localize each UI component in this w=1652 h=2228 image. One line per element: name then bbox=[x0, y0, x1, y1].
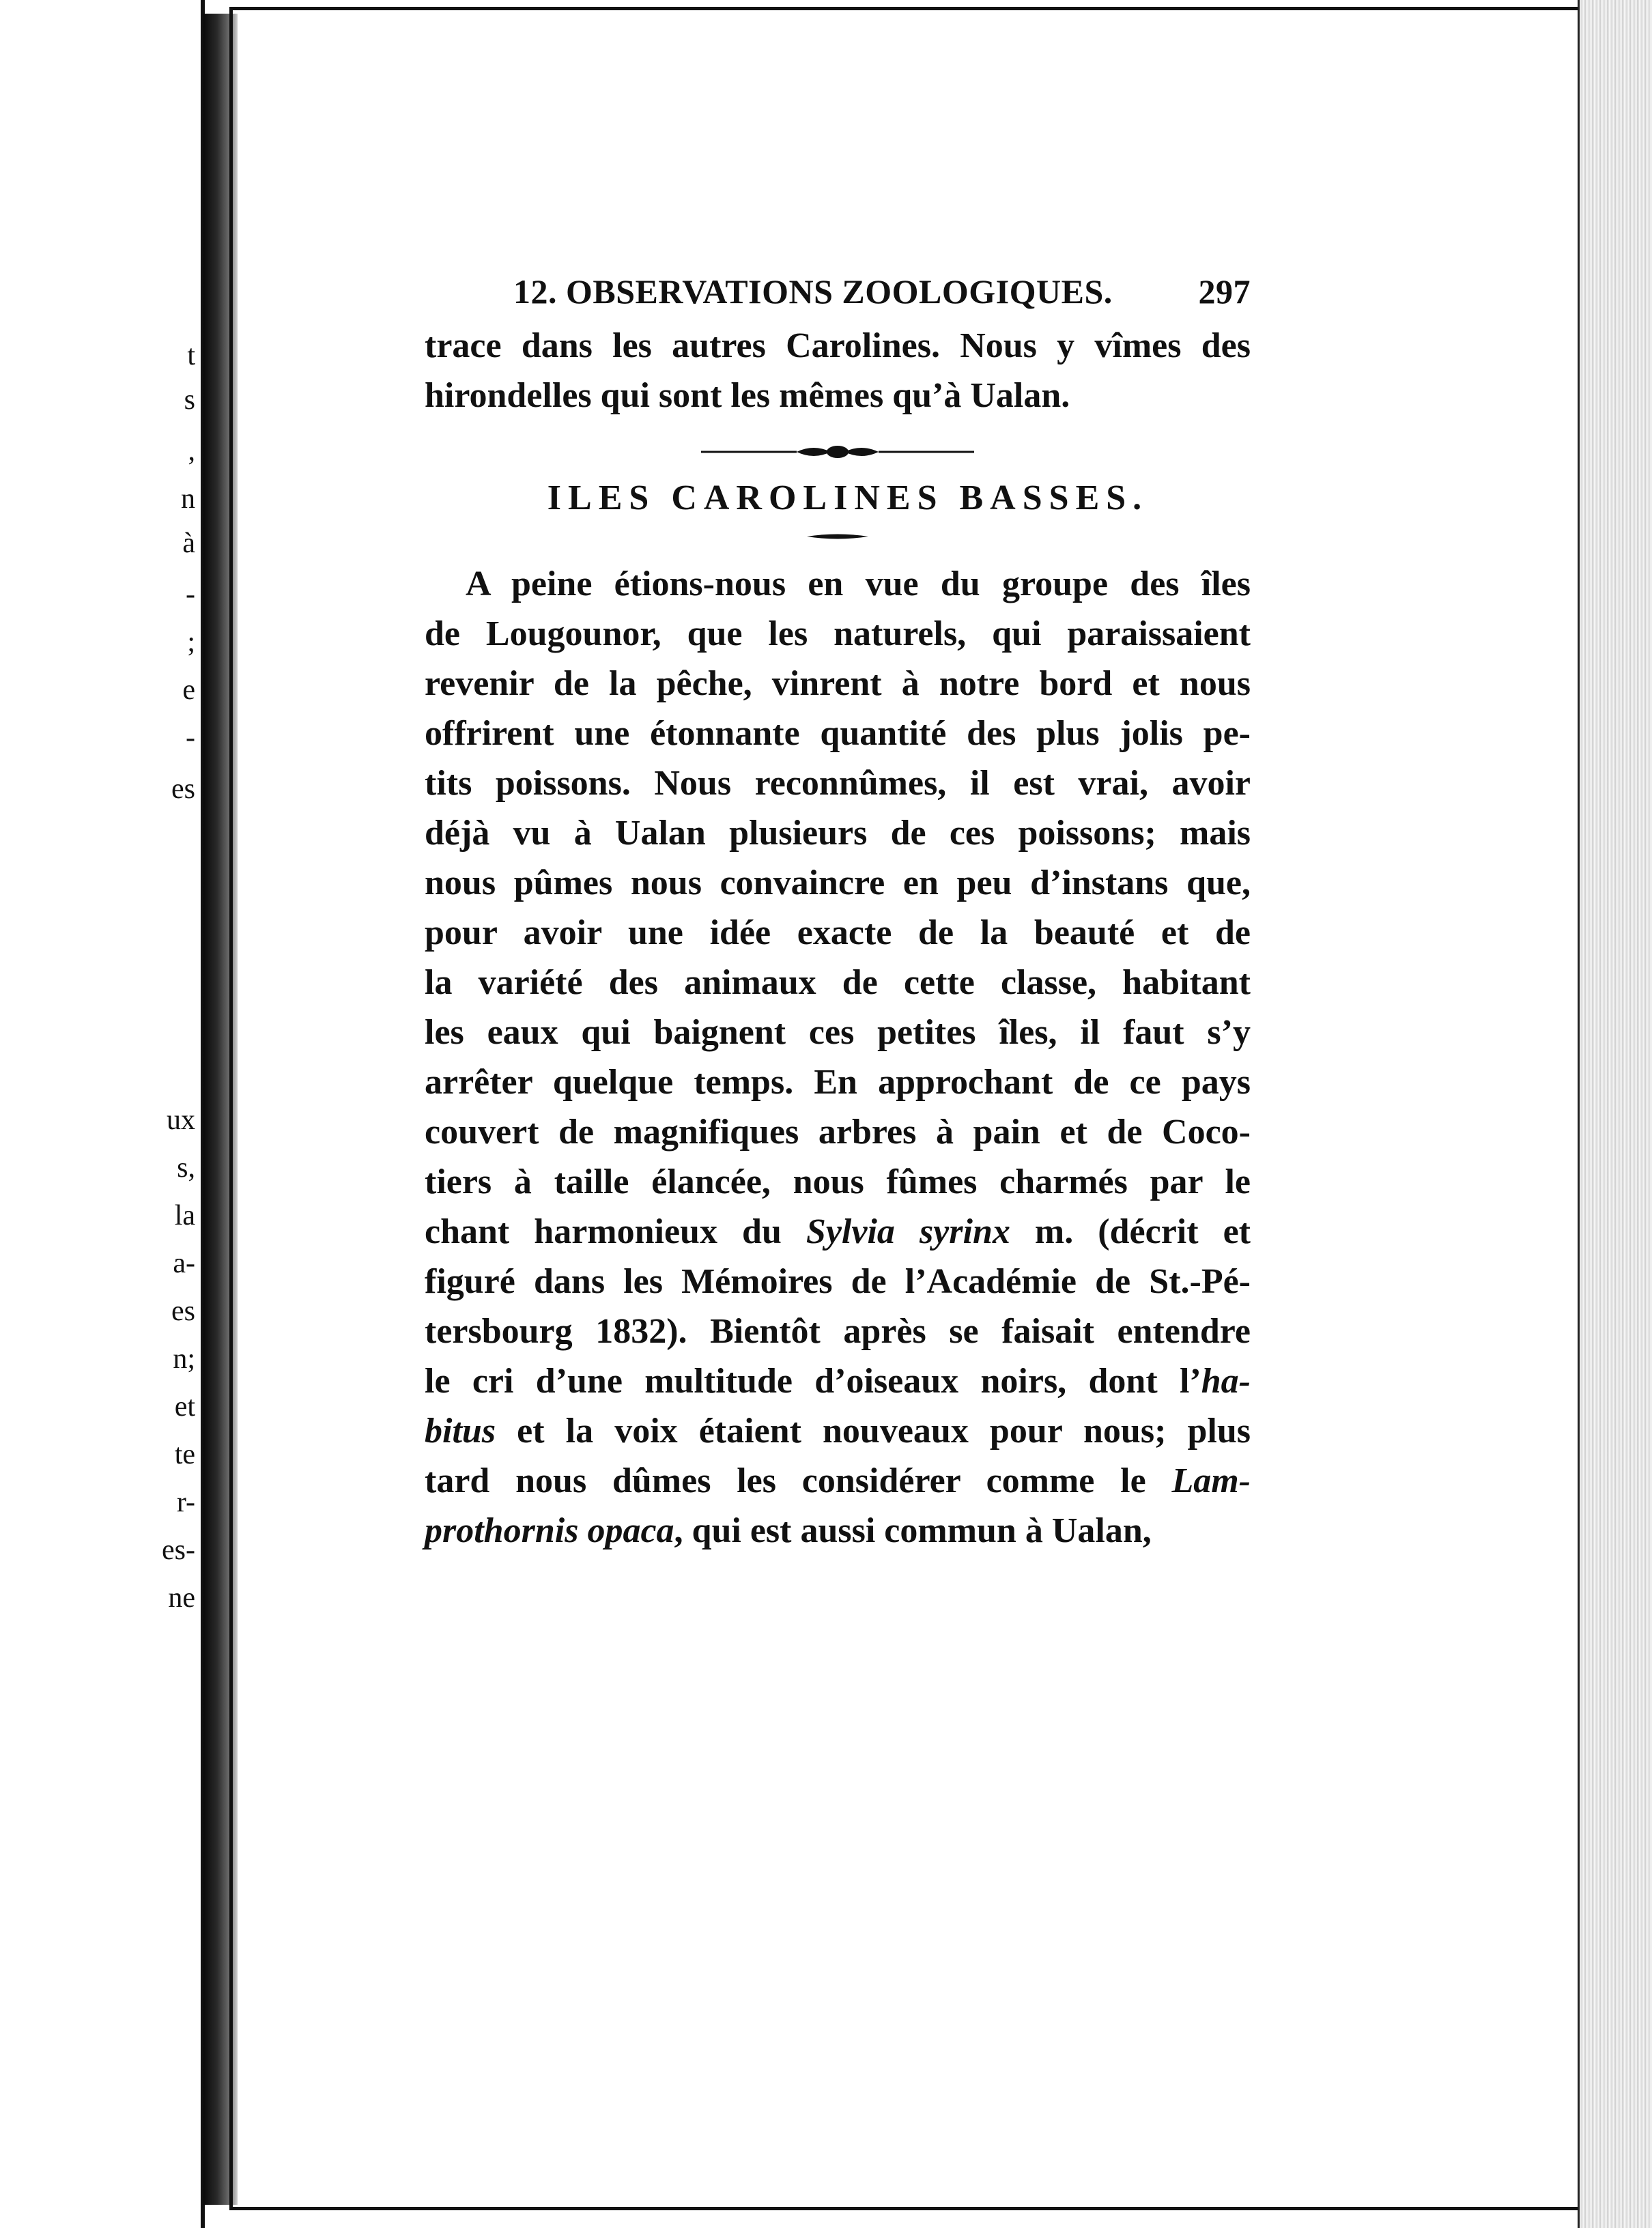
left-page-fragment-text: - bbox=[186, 579, 195, 610]
text-line: arrêter quelque temps. En approchant de ce pays bbox=[425, 1063, 1251, 1102]
left-page-fragment-text: - bbox=[186, 722, 195, 754]
left-page-fragment bbox=[0, 0, 205, 2228]
left-page-fragment-text: te bbox=[174, 1439, 195, 1470]
continuation-paragraph bbox=[425, 321, 1251, 420]
small-rule-icon bbox=[807, 532, 868, 541]
italic-species-name: ha- bbox=[1201, 1362, 1251, 1401]
text-segment: le cri d’une multitude d’oiseaux noirs, dont l’ bbox=[425, 1362, 1201, 1401]
text-line: pour avoir une idée exacte de la beauté et de bbox=[425, 913, 1251, 952]
page-number: 297 bbox=[1198, 272, 1251, 311]
text-line: déjà vu à Ualan plusieurs de ces poissons; mais bbox=[425, 814, 1251, 853]
text-line: couvert de magnifiques arbres à pain et de Coco- bbox=[425, 1113, 1251, 1152]
left-page-fragment-text: n; bbox=[173, 1343, 195, 1375]
text-line: nous pûmes nous convaincre en peu d’instans que, bbox=[425, 863, 1251, 902]
text-line: offrirent une étonnante quantité des plus jolis pe- bbox=[425, 714, 1251, 753]
text-line: les eaux qui baignent ces petites îles, il faut s’y bbox=[425, 1013, 1251, 1052]
small-rule bbox=[425, 532, 1251, 541]
text-line: hirondelles qui sont les mêmes qu’à Ualan. bbox=[425, 376, 1070, 415]
left-page-fragment-text: t bbox=[187, 340, 195, 371]
text-line: tits poissons. Nous reconnûmes, il est vrai, avoir bbox=[425, 764, 1251, 803]
left-page-fragment-text: ; bbox=[187, 627, 195, 658]
left-page-fragment-text: s, bbox=[177, 1152, 195, 1184]
text-line: revenir de la pêche, vinrent à notre bord et nous bbox=[425, 664, 1251, 703]
text-line: de Lougounor, que les naturels, qui paraissaient bbox=[425, 614, 1251, 653]
text-line bbox=[425, 1356, 1251, 1406]
left-page-fragment-text: , bbox=[188, 435, 195, 467]
text-segment: , qui est aussi commun à Ualan, bbox=[674, 1511, 1152, 1550]
text-segment: tard nous dûmes les considérer comme le bbox=[425, 1461, 1172, 1500]
left-page-fragment-text: n bbox=[181, 483, 195, 515]
text-line bbox=[425, 1207, 1251, 1257]
text-line bbox=[425, 1406, 1251, 1456]
text-segment: chant harmonieux du bbox=[425, 1212, 806, 1251]
page-edges bbox=[1578, 0, 1652, 2228]
left-page-fragment-text: r- bbox=[176, 1487, 195, 1518]
body-paragraph bbox=[425, 559, 1251, 1556]
left-page-fragment-text: la bbox=[174, 1200, 195, 1231]
left-page-fragment-text: es bbox=[171, 1296, 195, 1327]
text-line: trace dans les autres Carolines. Nous y vîmes des bbox=[425, 326, 1251, 365]
left-page-fragment-text: es- bbox=[162, 1534, 195, 1566]
left-page-fragment-text: s bbox=[184, 384, 195, 416]
text-line: A peine étions-nous en vue du groupe des îles bbox=[466, 565, 1251, 603]
left-page-fragment-text: et bbox=[174, 1391, 195, 1423]
text-line bbox=[425, 1506, 1251, 1556]
italic-species-name: prothornis opaca bbox=[425, 1511, 674, 1550]
italic-species-name: Sylvia syrinx bbox=[806, 1212, 1010, 1251]
page-content bbox=[425, 272, 1251, 1556]
italic-species-name: Lam- bbox=[1171, 1461, 1251, 1500]
left-page-fragment-text: ux bbox=[167, 1104, 195, 1136]
running-head bbox=[425, 272, 1251, 311]
text-line: la variété des animaux de cette classe, habitant bbox=[425, 963, 1251, 1002]
ornament-divider bbox=[425, 438, 1251, 466]
left-page-fragment-text: ne bbox=[168, 1582, 195, 1614]
text-line: figuré dans les Mémoires de l’Académie de St.-Pé- bbox=[425, 1262, 1251, 1301]
running-head-title: 12. OBSERVATIONS ZOOLOGIQUES. bbox=[513, 272, 1113, 311]
ornament-divider-icon bbox=[694, 438, 981, 466]
text-segment: et la voix étaient nouveaux pour nous; plus bbox=[496, 1412, 1251, 1451]
section-title: ILES CAROLINES BASSES. bbox=[547, 479, 1149, 517]
text-segment: m. (décrit et bbox=[1010, 1212, 1251, 1251]
left-page-fragment-text: e bbox=[182, 674, 195, 706]
left-page-fragment-text: es bbox=[171, 773, 195, 805]
text-line: tiers à taille élancée, nous fûmes charmés par le bbox=[425, 1162, 1251, 1201]
left-page-fragment-text: à bbox=[182, 528, 195, 559]
left-page-fragment-text: a- bbox=[173, 1248, 195, 1279]
text-line bbox=[425, 1456, 1251, 1506]
italic-species-name: bitus bbox=[425, 1412, 496, 1451]
text-line: tersbourg 1832). Bientôt après se faisait entendre bbox=[425, 1312, 1251, 1351]
